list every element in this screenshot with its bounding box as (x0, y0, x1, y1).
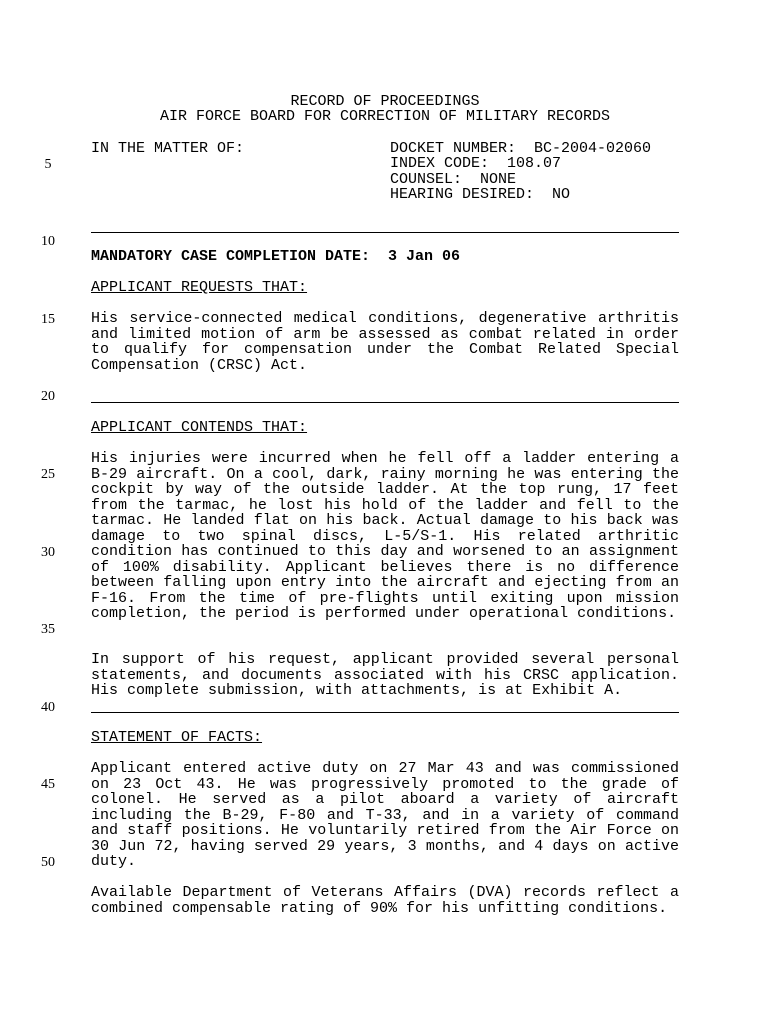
divider-1 (91, 232, 679, 233)
line-number: 50 (41, 855, 55, 870)
line-number: 40 (41, 700, 55, 715)
facts-paragraph: Applicant entered active duty on 27 Mar 43 and was commissioned on 23 Oct 43. He was progressively promoted to the grade of colonel. He served as a pilot aboard a variety of aircraft including the B-29, F-80 and T-33, and in a variety of command and staff positions. He voluntarily retired from the Air Force on 30 Jun 72, having served 29 years, 3 months, and 4 days on active duty. (91, 760, 679, 870)
divider-2 (91, 402, 679, 403)
completion-date: MANDATORY CASE COMPLETION DATE: 3 Jan 06 (91, 248, 461, 265)
line-number: 20 (41, 389, 55, 404)
contends-heading: APPLICANT CONTENDS THAT: (91, 419, 308, 436)
line-number: 25 (41, 467, 55, 482)
requests-heading: APPLICANT REQUESTS THAT: (91, 279, 308, 296)
counsel: COUNSEL: NONE (390, 171, 517, 188)
divider-3 (91, 712, 679, 713)
line-number: 10 (41, 234, 55, 249)
line-number: 5 (44, 157, 52, 172)
line-number: 45 (41, 777, 55, 792)
requests-paragraph: His service-connected medical conditions, degenerative arthritis and limited motion of arm be assessed as combat related in order to qualify for compensation under the Combat Related Special Compensation (CRSC) Act. (91, 310, 679, 374)
board-title: AIR FORCE BOARD FOR CORRECTION OF MILITARY RECORDS (159, 108, 611, 125)
record-title: RECORD OF PROCEEDINGS (290, 93, 480, 110)
support-paragraph: In support of his request, applicant provided several personal statements, and documents associated with his CRSC application. His complete submission, with attachments, is at Exhibit A. (91, 651, 679, 699)
line-number: 15 (41, 312, 55, 327)
line-number: 30 (41, 545, 55, 560)
line-number: 35 (41, 622, 55, 637)
contends-paragraph: His injuries were incurred when he fell off a ladder entering a B-29 aircraft. On a cool, dark, rainy morning he was entering the cockpit by way of the outside ladder. At the top rung, 17 feet from the tarmac, he lost his hold of the ladder and fell to the tarmac. He landed flat on his back. Actual damage to his back was damage to two spinal discs, L-5/S-1. His related arthritic condition has continued to this day and worsened to an assignment of 100% disability. Applicant believes there is no difference between falling upon entry into the aircraft and ejecting from an F-16. From the time of pre-flights until exiting upon mission completion, the period is performed under operational conditions. (91, 450, 679, 622)
hearing-desired: HEARING DESIRED: NO (390, 186, 571, 203)
dva-paragraph: Available Department of Veterans Affairs (DVA) records reflect a combined compensable rating of 90% for his unfitting conditions. (91, 884, 679, 917)
matter-label: IN THE MATTER OF: (91, 140, 245, 157)
index-code: INDEX CODE: 108.07 (390, 155, 562, 172)
facts-heading: STATEMENT OF FACTS: (91, 729, 263, 746)
docket-number: DOCKET NUMBER: BC-2004-02060 (390, 140, 652, 157)
